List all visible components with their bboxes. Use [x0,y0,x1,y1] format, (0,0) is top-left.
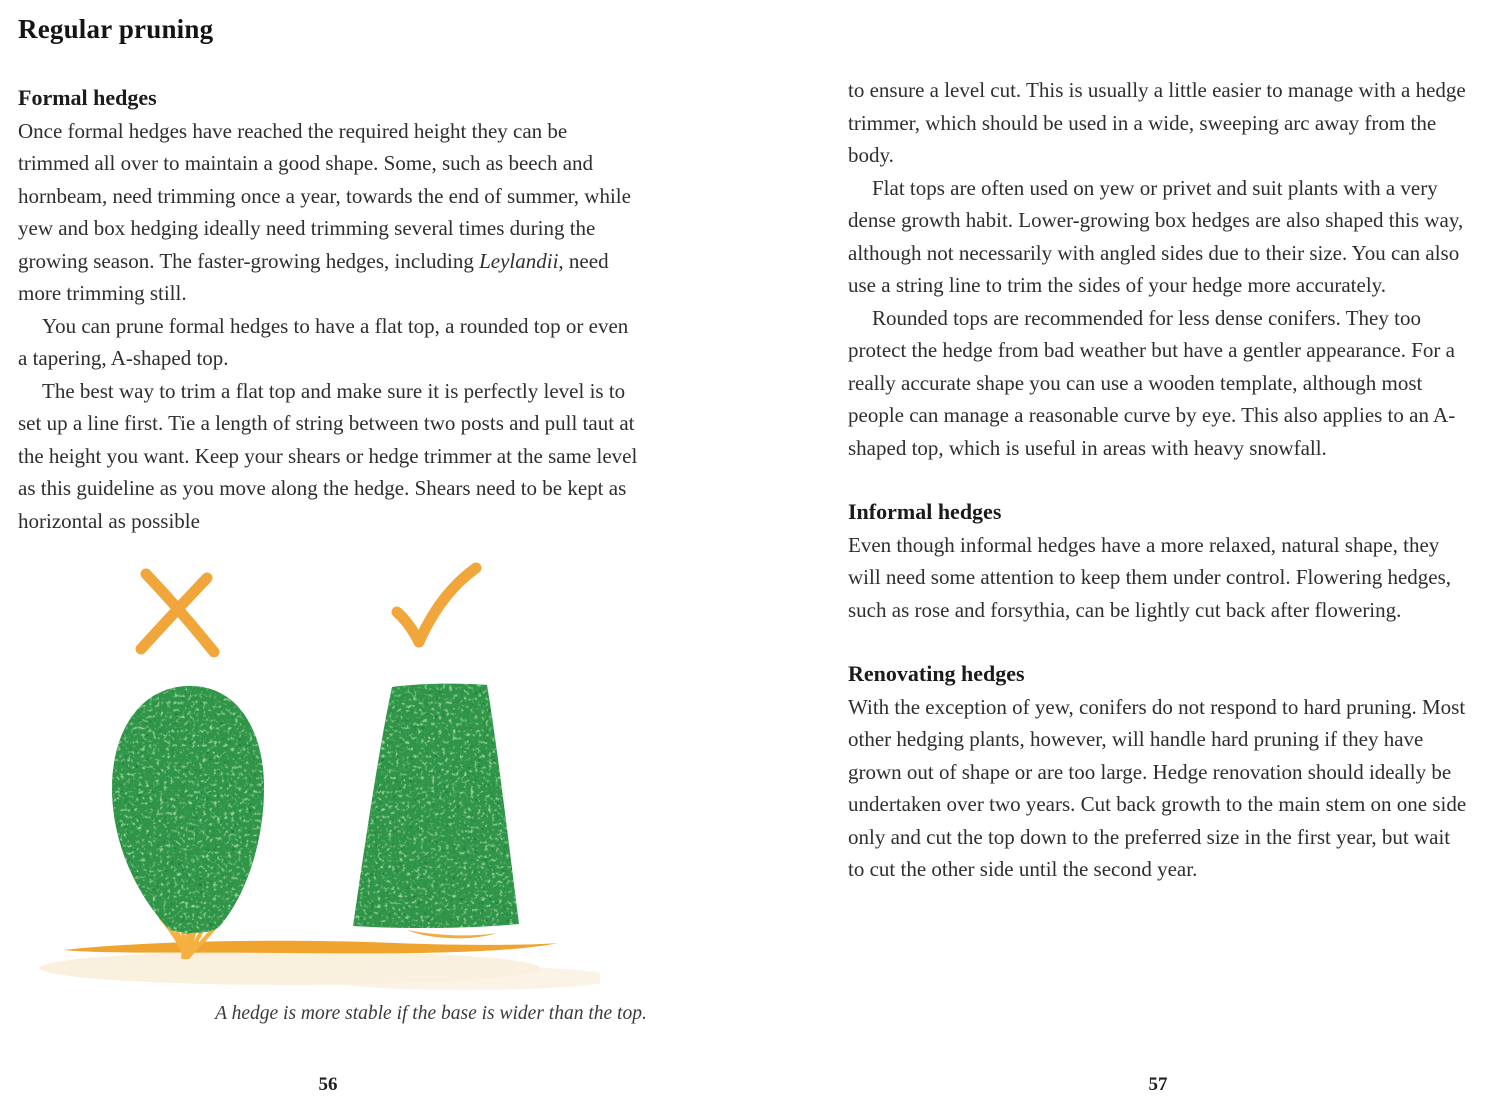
left-page-column [18,12,638,537]
page-title: Regular pruning [18,14,214,44]
paragraph-flat-tops: Flat tops are often used on yew or privet and suit plants with a very dense growth habit. Lower-growing box hedges are also shaped this way, although not necessarily with angled sides due to their size. You can also use a string line to trim the sides of your hedge more accurately. [848,175,1464,297]
paragraph-formal-3: The best way to trim a flat top and make sure it is perfectly level is to set up a line first. Tie a length of string between two posts and pull taut at the height you want. Keep your shears or hedge trimmer at the same level as this guideline as you move along the hedge. Shears need to be kept as horizontal as possible [18,378,638,533]
section-heading-informal-hedges: Informal hedges [848,499,1002,524]
section-heading-formal-hedges: Formal hedges [18,85,157,110]
figure-caption: A hedge is more stable if the base is wider than the top. [215,1003,647,1024]
text-run: Once formal hedges have reached the required height they can be trimmed all over to maintain a good shape. Some, such as beech and hornbeam, need trimming once a year, towards the end of summer, while yew and box hedging ideally need trimming several times during the growing season. The faster-growing hedges, including [18,118,631,273]
paragraph-formal-1 [18,115,638,310]
cross-icon [141,574,214,652]
right-page-column [848,74,1468,886]
paragraph-formal-2: You can prune formal hedges to have a flat top, a rounded top or even a tapering, A-shaped top. [18,313,629,370]
latin-plant-name: Leylandii [479,248,559,273]
paragraph-informal: Even though informal hedges have a more relaxed, natural shape, they will need some attention to keep them under control. Flowering hedges, such as rose and forsythia, can be lightly cut back after flowering. [848,532,1452,622]
page-number-right: 57 [1148,1074,1168,1095]
paragraph-rounded-tops: Rounded tops are recommended for less dense conifers. They too protect the hedge from bad weather but have a gentler appearance. For a really accurate shape you can use a wooden template, although most people can manage a reasonable curve by eye. This also applies to an A-shaped top, which is useful in areas with heavy snowfall. [848,305,1456,460]
section-heading-renovating-hedges: Renovating hedges [848,661,1025,686]
hedge-illustration [35,548,600,993]
hedge-shapes [112,684,519,934]
hedge-trapezoid [353,684,519,928]
ground-smudge [407,930,497,938]
hedge-top-heavy [112,686,264,934]
paragraph-renovating: With the exception of yew, conifers do not respond to hard pruning. Most other hedging plants, however, will handle hard pruning if they have grown out of shape or are too large. Hedge renovation should ideally be undertaken over two years. Cut back growth to the main stem on one side only and cut the top down to the preferred size in the first year, but wait to cut the other side until the second year. [848,694,1467,881]
hedge-illustration-figure [35,548,600,993]
ground-line [63,941,558,954]
paragraph-continued: to ensure a level cut. This is usually a little easier to manage with a hedge trimmer, which should be used in a wide, sweeping arc away from the body. [848,78,1466,167]
text-run: , need more trimming still. [18,248,609,305]
check-icon [397,568,476,642]
page-number-left: 56 [318,1074,338,1095]
